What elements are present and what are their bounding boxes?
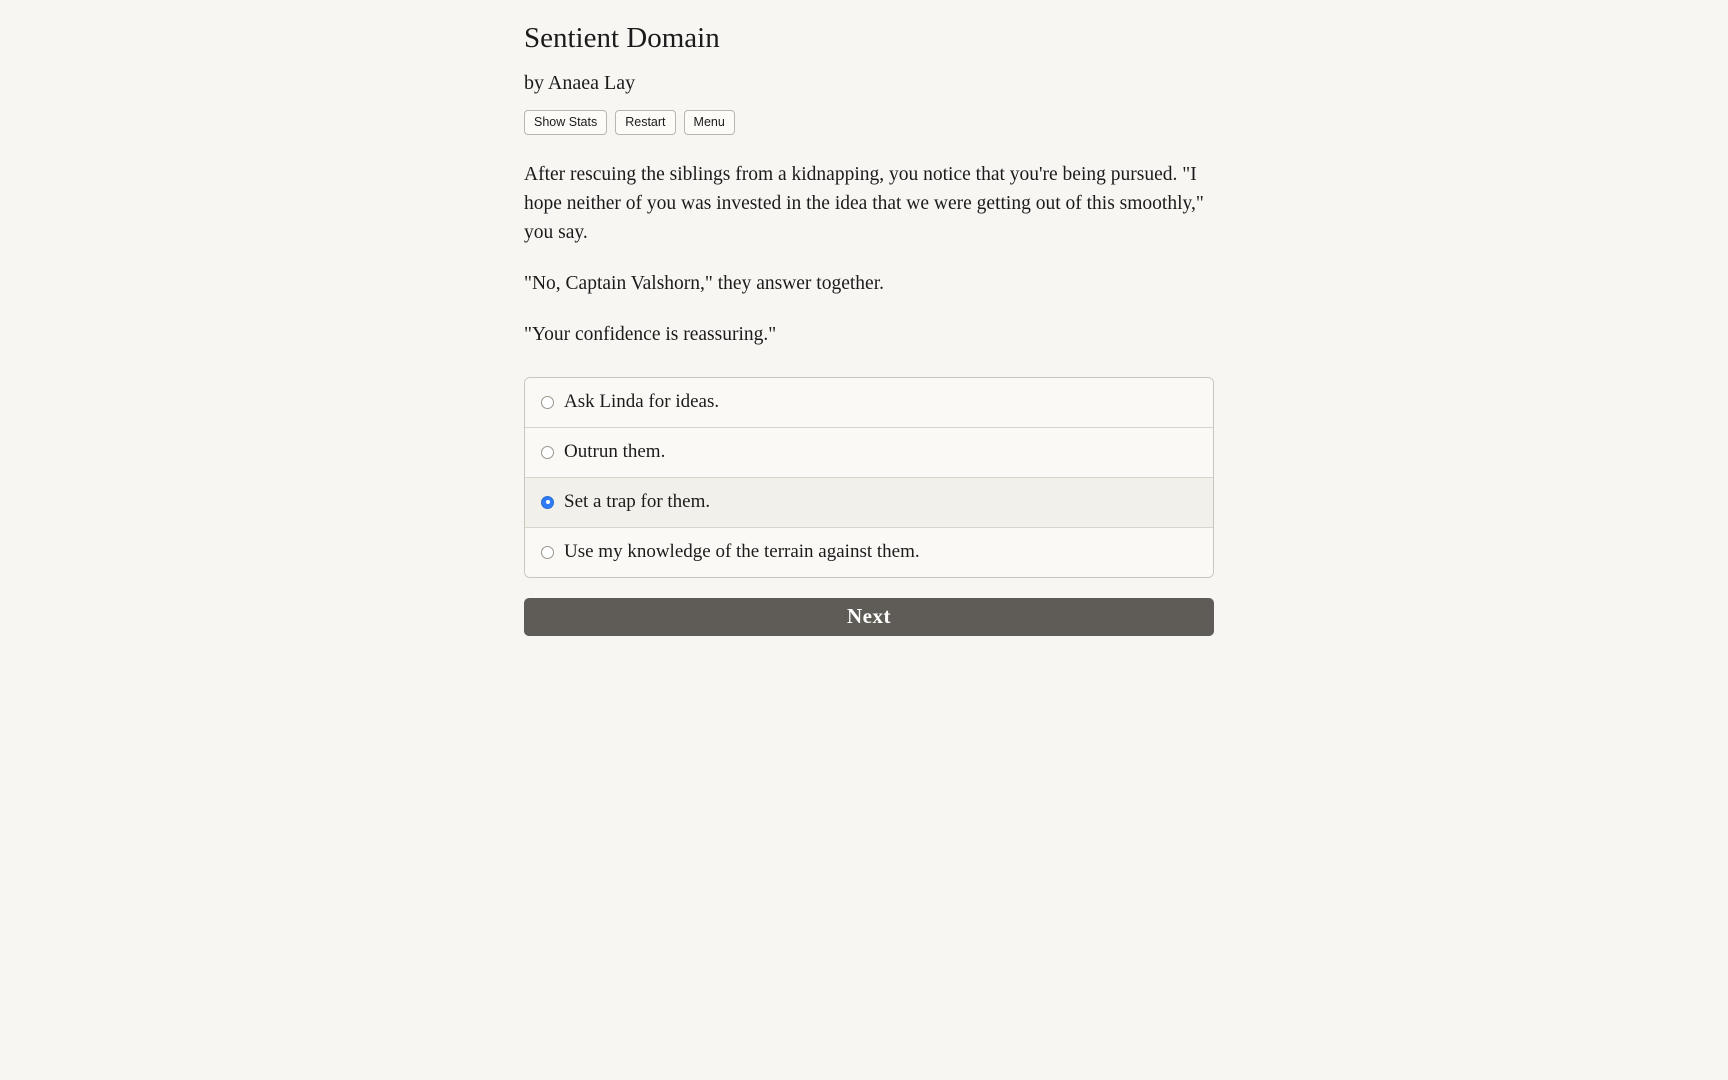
choice-option-selected[interactable] xyxy=(525,478,1213,528)
radio-icon[interactable] xyxy=(541,546,554,559)
choice-label: Use my knowledge of the terrain against them. xyxy=(564,540,920,562)
choice-option[interactable] xyxy=(525,528,1213,577)
radio-icon-selected[interactable] xyxy=(541,496,554,509)
choice-list xyxy=(524,377,1214,577)
choice-label: Outrun them. xyxy=(564,441,666,463)
next-button[interactable]: Next xyxy=(524,598,1214,636)
choice-option[interactable] xyxy=(525,378,1213,428)
author-byline: by Anaea Lay xyxy=(524,71,636,94)
story-container xyxy=(524,18,1214,636)
page-title: Sentient Domain xyxy=(524,22,720,54)
restart-button[interactable]: Restart xyxy=(615,110,675,136)
story-paragraph: After rescuing the siblings from a kidnapping, you notice that you're being pursued. "I hope neither of you was invested in the idea that we were getting out of this smoothly," you say. xyxy=(524,164,1204,243)
game-toolbar xyxy=(524,110,1214,136)
choice-label: Ask Linda for ideas. xyxy=(564,391,720,413)
choice-label: Set a trap for them. xyxy=(564,490,711,512)
radio-icon[interactable] xyxy=(541,396,554,409)
story-paragraph: "No, Captain Valshorn," they answer together. xyxy=(524,272,884,294)
choice-option[interactable] xyxy=(525,428,1213,478)
show-stats-button[interactable]: Show Stats xyxy=(524,110,607,136)
story-paragraph: "Your confidence is reassuring." xyxy=(524,323,777,345)
radio-icon[interactable] xyxy=(541,446,554,459)
menu-button[interactable]: Menu xyxy=(684,110,735,136)
